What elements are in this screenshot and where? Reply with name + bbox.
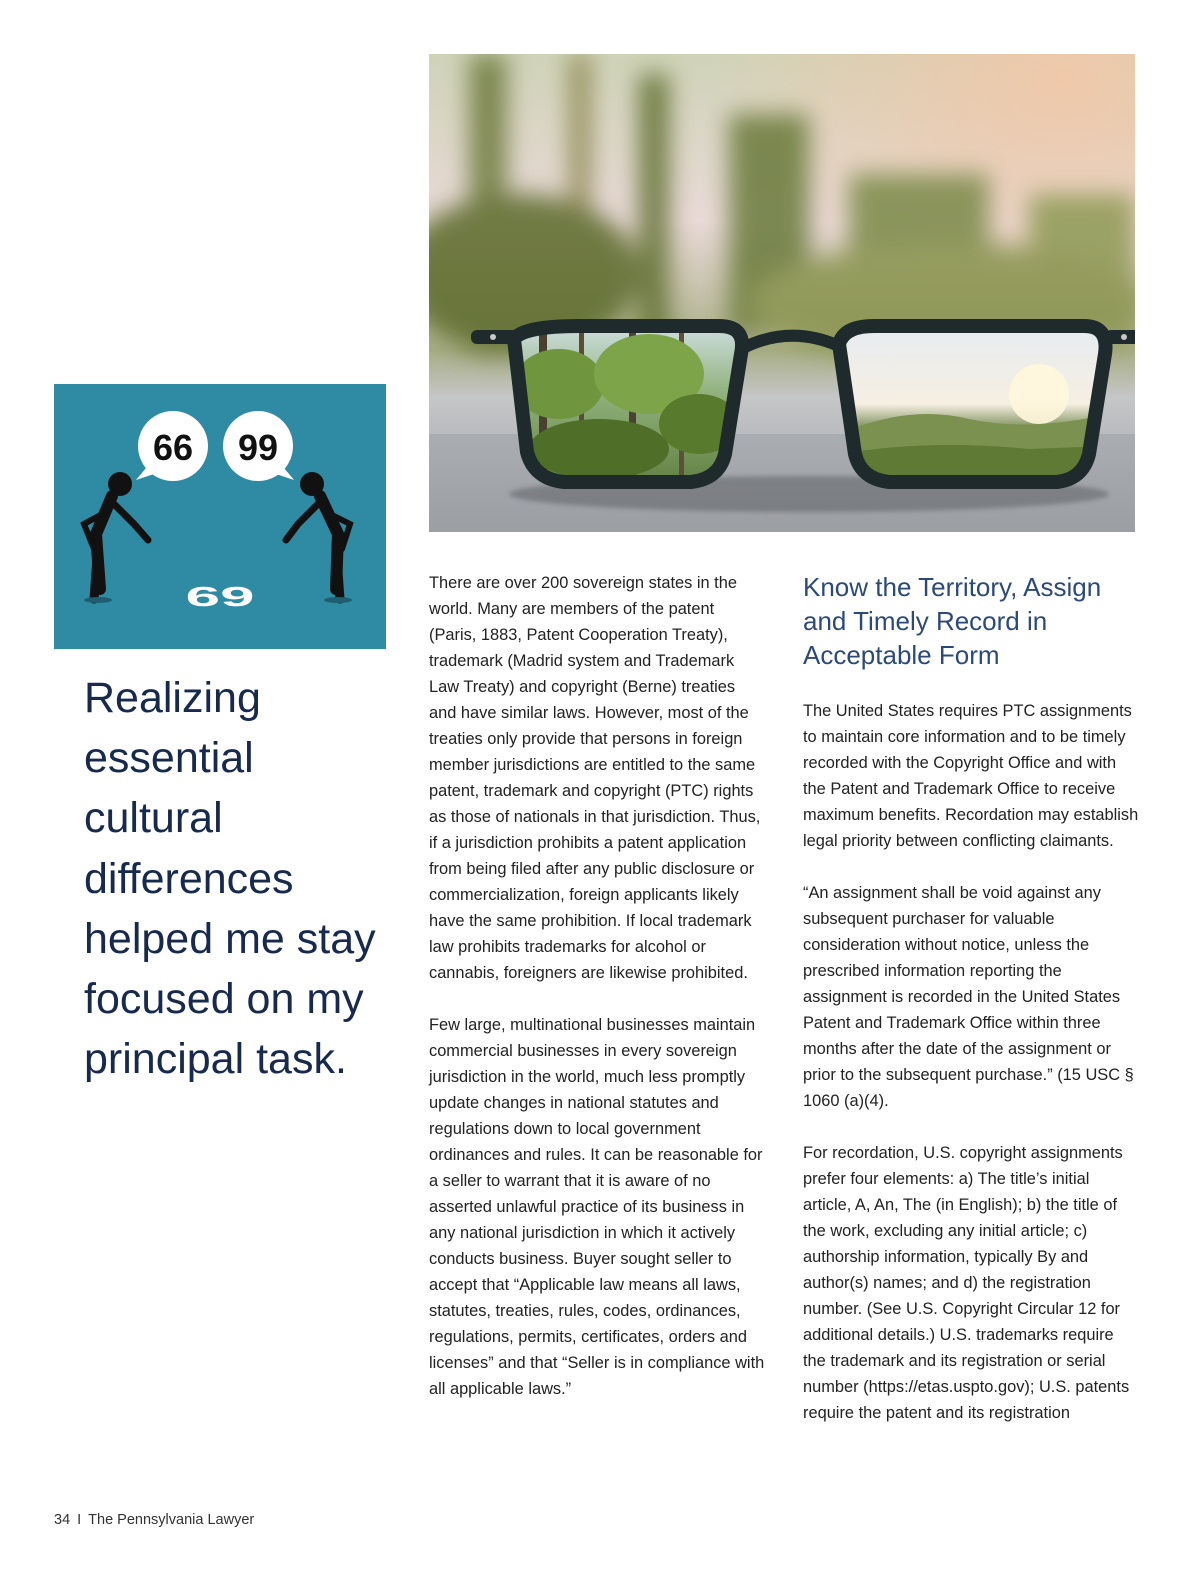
right-figure: [286, 472, 350, 599]
page-footer: [54, 1512, 261, 1528]
perspective-illustration: [54, 384, 386, 649]
bubble-right-text: 99: [237, 427, 279, 468]
speech-bubble-left: [136, 411, 208, 481]
body-column-2: [803, 570, 1139, 1426]
paragraph: For recordation, U.S. copyright assignments prefer four elements: a) The title’s initial article, A, An, The (in English); b) the title of the work, excluding any initial article; c) authorship information, typically By and author(s) names; and d) the registration number. (See U.S. Copyright Circular 12 for additional details.) U.S. trademarks require the trademark and its registration or serial number (https://etas.uspto.gov); U.S. patents require the patent and its registration: [803, 1144, 1130, 1422]
section-heading: Know the Territory, Assign and Timely Record in Acceptable Form: [803, 572, 1102, 670]
page-number: 34: [54, 1512, 71, 1528]
paragraph: Few large, multinational businesses maintain commercial businesses in every sovereign jurisdiction in the world, much less promptly update changes in national statutes and regulations down to local government ordinances and rules. It can be reasonable for a seller to warrant that it is aware of no asserted unlawful practice of its business in any national jurisdiction in which it actively conducts business. Buyer sought seller to accept that “Applicable law means all laws, statutes, treaties, rules, codes, ordinances, regulations, permits, certificates, orders and licenses” and that “Seller is in compliance with all applicable laws.”: [429, 1016, 765, 1398]
publication-name: The Pennsylvania Lawyer: [88, 1512, 255, 1528]
eyeglasses-photo: [429, 54, 1135, 532]
body-column-1: [429, 570, 765, 1402]
left-figure: [84, 472, 148, 599]
paragraph: There are over 200 sovereign states in the world. Many are members of the patent (Paris, 1883, Patent Cooperation Treaty), trademark (Madrid system and Trademark Law Treaty) and copyright (Berne) treaties and have similar laws. However, most of the treaties only provide that persons in foreign member jurisdictions are entitled to the same patent, trademark and copyright (PTC) rights as those of nationals in that jurisdiction. Thus, if a jurisdiction prohibits a patent application from being filed after any public disclosure or commercialization, foreign applicants likely have the same prohibition. If local trademark law prohibits trademarks for alcohol or cannabis, foreigners are likewise prohibited.: [429, 574, 761, 982]
pull-quote: Realizing essential cultural differences helped me stay focused on my principal task.: [84, 674, 376, 1084]
bubble-left-text: 66: [152, 427, 194, 468]
paragraph: The United States requires PTC assignments to maintain core information and to be timely recorded with the Copyright Office and with the Patent and Trademark Office to receive maximum benefits. Recordation may establish legal priority between conflicting claimants.: [803, 702, 1139, 850]
paragraph: “An assignment shall be void against any subsequent purchaser for valuable consideration without notice, unless the prescribed information reporting the assignment is recorded in the United States Patent and Trademark Office within three months after the date of the assignment or prior to the subsequent purchase.” (15 USC § 1060 (a)(4).: [803, 884, 1134, 1110]
speech-bubble-right: [223, 411, 294, 481]
footer-separator: I: [77, 1512, 82, 1528]
floor-number: 69: [185, 580, 255, 613]
